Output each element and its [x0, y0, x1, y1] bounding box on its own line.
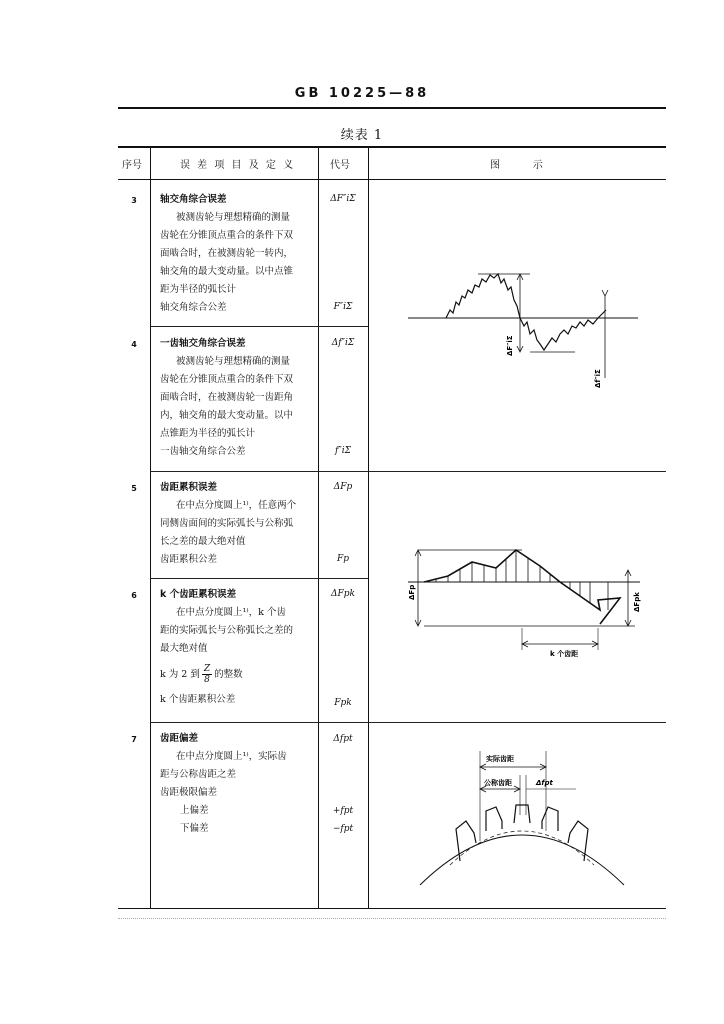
label-actual-pitch: 实际齿距	[486, 755, 514, 763]
row-number: 7	[131, 735, 137, 744]
item-title: 一齿轴交角综合误差	[160, 338, 246, 349]
col-header-item: 误 差 项 目 及 定 义	[180, 160, 296, 171]
label-total-error: ΔF″iΣ	[506, 335, 514, 356]
error-code: Δfpt	[333, 734, 353, 744]
k-range-line	[160, 664, 318, 685]
continued-title: 续表 1	[340, 128, 384, 143]
table-header-rule	[118, 179, 666, 180]
label-k-pitches: k 个齿距	[550, 650, 579, 658]
row-separator	[150, 722, 666, 723]
fraction-numerator: Z	[203, 664, 211, 674]
label-k-pitch-error: ΔFpk	[633, 592, 641, 612]
tolerance-code: F″iΣ	[333, 302, 353, 312]
label-tooth-error: Δf″iΣ	[594, 369, 602, 388]
row-definition	[160, 335, 318, 461]
def-line: 在中点分度圆上¹⁾，实际齿	[176, 751, 287, 762]
def-line: 面啮合时，在被测齿轮一转内，	[160, 248, 294, 259]
def-line: 距的实际弧长与公称弧长之差的	[160, 625, 294, 636]
def-line: 被测齿轮与理想精确的测量	[176, 356, 291, 367]
def-line: 距为半径的弧长计	[160, 284, 237, 295]
figure-axis-angle-error	[400, 260, 640, 400]
row-definition	[160, 730, 318, 838]
col-divider-1	[150, 146, 151, 908]
cumulative-curve	[424, 550, 620, 624]
row-number: 6	[131, 591, 137, 600]
tolerance-code: Fp	[336, 554, 349, 564]
def-line: 同侧齿面间的实际弧长与公称弧	[160, 518, 294, 529]
tolerance-name: 轴交角综合公差	[160, 302, 227, 313]
def-line: 点锥距为半径的弧长计	[160, 428, 256, 439]
pitch-circle	[450, 831, 594, 865]
def-line: 被测齿轮与理想精确的测量	[176, 212, 291, 223]
row-number: 4	[131, 340, 137, 349]
row-number: 3	[131, 196, 137, 205]
tolerance-name: k 个齿距累积公差	[160, 694, 236, 705]
row-separator	[150, 326, 368, 327]
item-title: k 个齿距累积误差	[160, 589, 237, 600]
def-line: 面啮合时，在被测齿轮一齿距角	[160, 392, 294, 403]
header-rule	[118, 107, 666, 109]
gear-teeth	[456, 805, 588, 861]
lower-deviation: 下偏差	[180, 823, 209, 834]
row-definition	[160, 479, 318, 569]
k-range-post: 的整数	[214, 669, 243, 680]
lower-code: −fpt	[332, 824, 354, 834]
tolerance-name: 齿距极限偏差	[160, 787, 218, 798]
def-line: 轴交角的最大变动量。以中点锥	[160, 266, 294, 277]
label-pitch-deviation: Δfpt	[536, 779, 553, 787]
col-header-figure: 图 示	[490, 160, 547, 171]
col-header-code: 代号	[330, 160, 350, 171]
upper-code: +fpt	[332, 806, 354, 816]
fraction-z-over-8	[202, 664, 212, 685]
k-range-pre: k 为 2 到	[160, 669, 200, 680]
fraction-denominator: 8	[204, 675, 210, 685]
item-title: 齿距累积误差	[160, 482, 218, 493]
tolerance-code: Fpk	[334, 698, 352, 708]
error-curve	[446, 274, 606, 350]
figure-pitch-accumulation	[400, 540, 650, 660]
row-number: 5	[131, 484, 137, 493]
pitch-ordinates	[436, 550, 608, 610]
item-title: 轴交角综合误差	[160, 194, 227, 205]
def-line: 距与公称齿距之差	[160, 769, 237, 780]
table-bottom-rule	[118, 908, 666, 909]
row-definition	[160, 586, 318, 709]
upper-deviation: 上偏差	[180, 805, 209, 816]
tolerance-code: f″iΣ	[335, 446, 351, 456]
def-line: 在中点分度圆上¹⁾，k 个齿	[176, 607, 286, 618]
table-top-rule	[118, 146, 666, 148]
col-divider-2	[318, 146, 319, 908]
def-line: 齿轮在分锥顶点重合的条件下双	[160, 230, 294, 241]
def-line: 长之差的最大绝对值	[160, 536, 246, 547]
error-code: Δf″iΣ	[331, 338, 355, 348]
tooth-arrow	[602, 290, 608, 296]
tolerance-name: 一齿轴交角综合公差	[160, 446, 246, 457]
error-code: ΔFpk	[331, 589, 355, 599]
figure-pitch-deviation	[410, 745, 650, 905]
col-header-no: 序号	[122, 160, 142, 171]
def-line: 齿轮在分锥顶点重合的条件下双	[160, 374, 294, 385]
standard-number: GB 10225—88	[294, 86, 430, 101]
row-separator	[150, 578, 368, 579]
tolerance-name: 齿距累积公差	[160, 554, 218, 565]
row-definition	[160, 191, 318, 317]
def-line: 内，轴交角的最大变动量。以中	[160, 410, 294, 421]
error-code: ΔFp	[333, 482, 353, 492]
page-bottom-dotted	[118, 918, 666, 919]
label-total-pitch-error: ΔFp	[408, 584, 416, 600]
item-title: 齿距偏差	[160, 733, 199, 744]
label-nominal-pitch: 公称齿距	[484, 779, 512, 787]
error-code: ΔF″iΣ	[330, 194, 356, 204]
def-line: 在中点分度圆上¹⁾，任意两个	[176, 500, 297, 511]
row-separator	[150, 471, 666, 472]
root-circle	[420, 835, 624, 885]
col-divider-3	[368, 146, 369, 908]
def-line: 最大绝对值	[160, 643, 208, 654]
